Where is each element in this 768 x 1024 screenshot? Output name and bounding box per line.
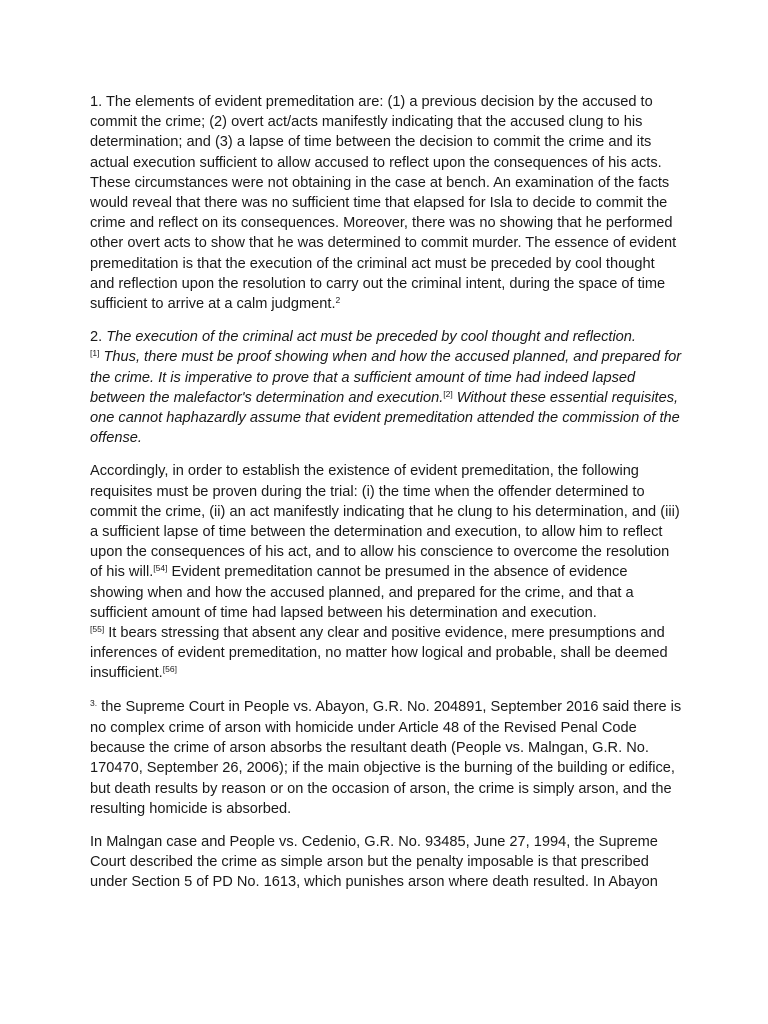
- paragraph-2-sentence-3: Without these essential requisites, one cannot haphazardly assume that evident premeditation attended the commission of the offense.: [90, 389, 680, 447]
- paragraph-4-text: the Supreme Court in People vs. Abayon, G.R. No. 204891, September 2016 said there is no complex crime of arson with homicide under Article 48 of the Revised Penal Code because the crime of arson absorbs the resultant death (People vs. Malngan, G.R. No. 170470, September 26, 2006); if the main objective is the burning of the building or edifice, but death results by reason or on the occasion of arson, the crime is simply arson, and the resulting homicide is absorbed.: [90, 698, 682, 817]
- paragraph-2-sentence-1: The execution of the criminal act must be preceded by cool thought and reflection.: [106, 329, 636, 346]
- paragraph-2: [90, 327, 682, 448]
- footnote-ref-2: 2: [335, 295, 341, 306]
- paragraph-5: [90, 832, 682, 893]
- footnote-ref-56: [56]: [162, 664, 177, 675]
- footnote-ref-2b: [2]: [443, 388, 453, 399]
- paragraph-4: [90, 697, 682, 819]
- footnote-ref-55: [55]: [90, 624, 105, 635]
- paragraph-2-lead: 2.: [90, 329, 107, 346]
- footnote-ref-1: [1]: [90, 348, 100, 359]
- paragraph-3-sentence-1: Accordingly, in order to establish the existence of evident premeditation, the following requisites must be proven during the trial: (i) the time when the offender determined to commit the crime, (ii) an act manifestly indicating that he clung to his determination, and (iii) a sufficient lapse of time between the determination and execution, to allow him to reflect upon the consequences of his act, and to allow his conscience to overcome the resolution of his will.: [90, 463, 680, 581]
- footnote-ref-54: [54]: [153, 563, 168, 574]
- footnote-number-3: 3.: [90, 697, 98, 708]
- paragraph-2-sentence-2: Thus, there must be proof showing when and how the accused planned, and prepared for the crime. It is imperative to prove that a sufficient amount of time had indeed lapsed between the malefactor's determination and execution.: [90, 349, 682, 406]
- paragraph-3-sentence-3: It bears stressing that absent any clear and positive evidence, mere presumptions and inferences of evident premeditation, no matter how logical and probable, shall be deemed insufficient.: [90, 625, 668, 682]
- document-page: [90, 92, 682, 906]
- paragraph-3: [90, 461, 682, 683]
- paragraph-5-text: In Malngan case and People vs. Cedenio, G.R. No. 93485, June 27, 1994, the Supreme Court described the crime as simple arson but the penalty imposable is that prescribed under Section 5 of PD No. 1613, which punishes arson where death resulted. In Abayon: [90, 833, 658, 891]
- paragraph-1: [90, 92, 682, 314]
- paragraph-1-text: 1. The elements of evident premeditation are: (1) a previous decision by the accused to commit the crime; (2) overt act/acts manifestly indicating that the accused clung to his determination; and (3) a lapse of time between the decision to commit the crime and its actual execution sufficient to allow accused to reflect upon the consequences of his acts. These circumstances were not obtaining in the case at bench. An examination of the facts would reveal that there was no sufficient time that elapsed for Isla to decide to commit the crime and reflect on its consequences. Moreover, there was no showing that he performed other overt acts to show that he was determined to commit murder. The essence of evident premeditation is that the execution of the criminal act must be preceded by cool thought and reflection upon the resolution to carry out the criminal intent, during the space of time sufficient to arrive at a calm judgment.: [90, 94, 677, 313]
- paragraph-3-sentence-2: Evident premeditation cannot be presumed in the absence of evidence showing when and how the accused planned, and prepared for the crime, and that a sufficient amount of time had lapsed between his determination and execution.: [90, 564, 634, 621]
